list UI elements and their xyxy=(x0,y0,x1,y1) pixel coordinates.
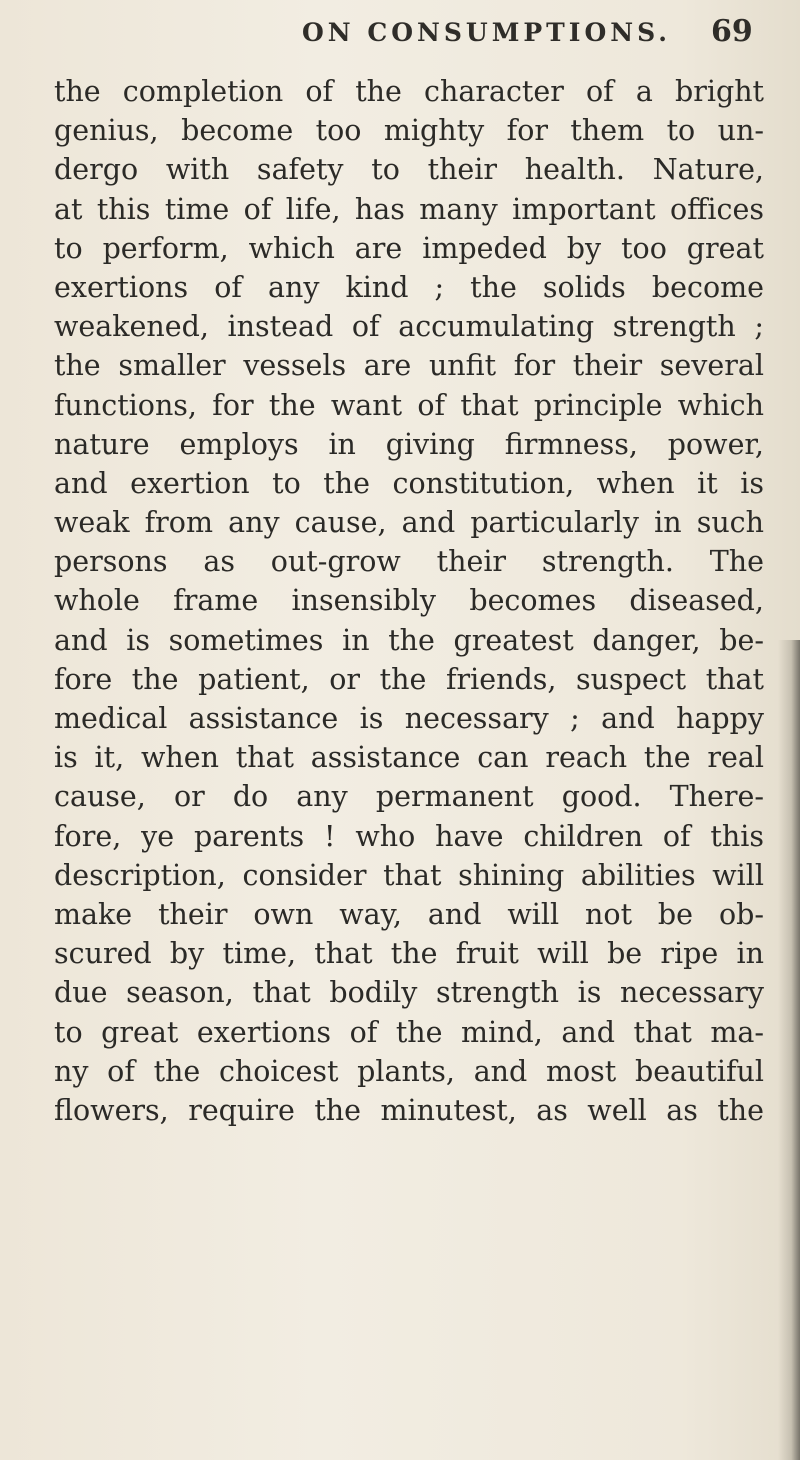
text-line: due season, that bodily strength is necessary xyxy=(54,976,764,1010)
text-line: and exertion to the constitution, when it is xyxy=(54,466,764,500)
text-line: weakened, instead of accumulating strength ; xyxy=(54,310,764,344)
text-line: description, consider that shining abilities will xyxy=(54,858,764,892)
body-text xyxy=(54,72,764,1130)
text-line: make their own way, and will not be ob- xyxy=(54,897,764,931)
text-line: scured by time, that the fruit will be ripe in xyxy=(54,937,764,971)
page-edge-shadow xyxy=(778,640,800,1460)
text-line: fore, ye parents ! who have children of this xyxy=(54,819,764,853)
text-line: to great exertions of the mind, and that ma- xyxy=(54,1015,764,1049)
text-line: cause, or do any permanent good. There- xyxy=(54,780,764,814)
text-line: medical assistance is necessary ; and happy xyxy=(54,702,764,735)
text-line: persons as out-grow their strength. The xyxy=(54,545,764,579)
text-line: the completion of the character of a bright xyxy=(54,75,764,108)
page-number: 69 xyxy=(711,14,753,49)
text-line: to perform, which are impeded by too great xyxy=(54,231,764,265)
text-line: at this time of life, has many important offices xyxy=(54,192,764,226)
text-line: fore the patient, or the friends, suspect that xyxy=(54,662,764,696)
text-line: exertions of any kind ; the solids become xyxy=(54,270,764,304)
text-line: functions, for the want of that principle which xyxy=(54,388,764,422)
text-line: and is sometimes in the greatest danger, be- xyxy=(54,623,764,657)
text-line: nature employs in giving firmness, power, xyxy=(54,427,764,461)
text-line: is it, when that assistance can reach the real xyxy=(54,741,764,775)
text-line: weak from any cause, and particularly in such xyxy=(54,506,764,540)
text-line: flowers, require the minutest, as well as the xyxy=(54,1093,764,1127)
text-line: dergo with safety to their health. Nature, xyxy=(54,153,764,187)
page-header xyxy=(0,8,800,58)
text-line: ny of the choicest plants, and most beautiful xyxy=(54,1054,764,1088)
text-line: whole frame insensibly becomes diseased, xyxy=(54,584,764,618)
text-line: genius, become too mighty for them to un- xyxy=(54,114,764,148)
text-line: the smaller vessels are unfit for their several xyxy=(54,349,764,383)
running-head: ON CONSUMPTIONS. xyxy=(302,18,671,47)
